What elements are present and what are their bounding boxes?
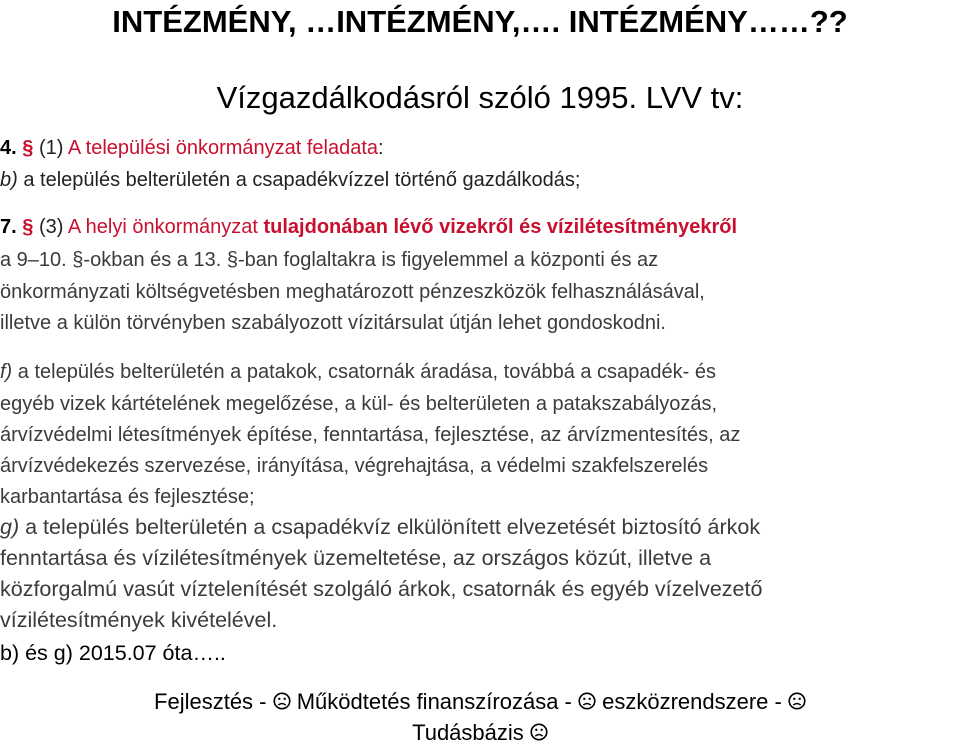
item-label: b) xyxy=(0,169,18,191)
item-label: g) xyxy=(0,515,20,539)
footer-text: Tudásbázis xyxy=(412,720,530,745)
effective-date-line: b) és g) 2015.07 óta….. xyxy=(0,641,226,665)
item-text: a település belterületén a csapadékvízzel történő gazdálkodás; xyxy=(17,169,581,191)
frowning-face-icon xyxy=(273,692,291,710)
section-7-heading xyxy=(0,216,737,239)
item-g-line: vízilétesítmények kivételével. xyxy=(0,608,278,632)
item-f-line: árvízvédekezés szervezése, irányítása, végrehajtása, a védelmi szakfelszerelés xyxy=(0,455,709,477)
law-title: Vízgazdálkodásról szóló 1995. LVV tv: xyxy=(216,80,744,115)
footer-line-1 xyxy=(0,689,960,715)
section-number: 4. xyxy=(0,137,17,159)
section-7-line: önkormányzati költségvetésben meghatározott pénzeszközök felhasználásával, xyxy=(0,281,705,303)
frowning-face-icon xyxy=(530,723,548,741)
footer-line-2 xyxy=(0,720,960,746)
section-sign-icon: § xyxy=(22,216,34,238)
section-4-heading xyxy=(0,137,384,160)
item-g-line: fenntartása és vízilétesítmények üzemeltetése, az országos közút, illetve a xyxy=(0,546,712,570)
item-text: a település belterületén a patakok, csatornák áradása, továbbá a csapadék- és xyxy=(12,361,717,383)
item-label: f) xyxy=(0,361,13,383)
footer-text: Fejlesztés - xyxy=(154,689,273,714)
item-f-line: árvízvédelmi létesítmények építése, fenntartása, fejlesztése, az árvízmentesítés, az xyxy=(0,424,741,446)
section-7-line: a 9–10. §-okban és a 13. §-ban foglaltakra is figyelemmel a központi és az xyxy=(0,249,659,271)
item-f-line: karbantartása és fejlesztése; xyxy=(0,486,255,508)
section-7-line: illetve a külön törvényben szabályozott vízitársulat útján lehet gondoskodni. xyxy=(0,312,666,334)
item-f-line xyxy=(0,361,716,384)
frowning-face-icon xyxy=(578,692,596,710)
frowning-face-icon xyxy=(788,692,806,710)
item-f-line: egyéb vizek kártételének megelőzése, a kül- és belterületen a patakszabályozás, xyxy=(0,393,718,415)
section-sign-icon: § xyxy=(22,137,34,159)
section-text-bold: tulajdonában lévő vizekről és vízilétesítményekről xyxy=(263,216,738,238)
section-number: 7. xyxy=(0,216,17,238)
item-g-line xyxy=(0,515,760,540)
page-title: INTÉZMÉNY, …INTÉZMÉNY,…. INTÉZMÉNY……?? xyxy=(112,4,848,39)
paragraph-number: (1) xyxy=(38,137,64,159)
section-text: A helyi önkormányzat xyxy=(67,216,264,238)
item-text: a település belterületén a csapadékvíz elkülönített elvezetését biztosító árkok xyxy=(19,515,761,539)
section-text: A települési önkormányzat feladata xyxy=(67,137,379,159)
footer-text: eszközrendszere - xyxy=(602,689,788,714)
paragraph-number: (3) xyxy=(38,216,64,238)
item-g-line: közforgalmú vasút víztelenítését szolgáló árkok, csatornák és egyéb vízelvezető xyxy=(0,577,763,601)
section-colon: : xyxy=(378,137,384,159)
footer-text: Működtetés finanszírozása - xyxy=(296,689,578,714)
section-4-item-b xyxy=(0,169,580,192)
